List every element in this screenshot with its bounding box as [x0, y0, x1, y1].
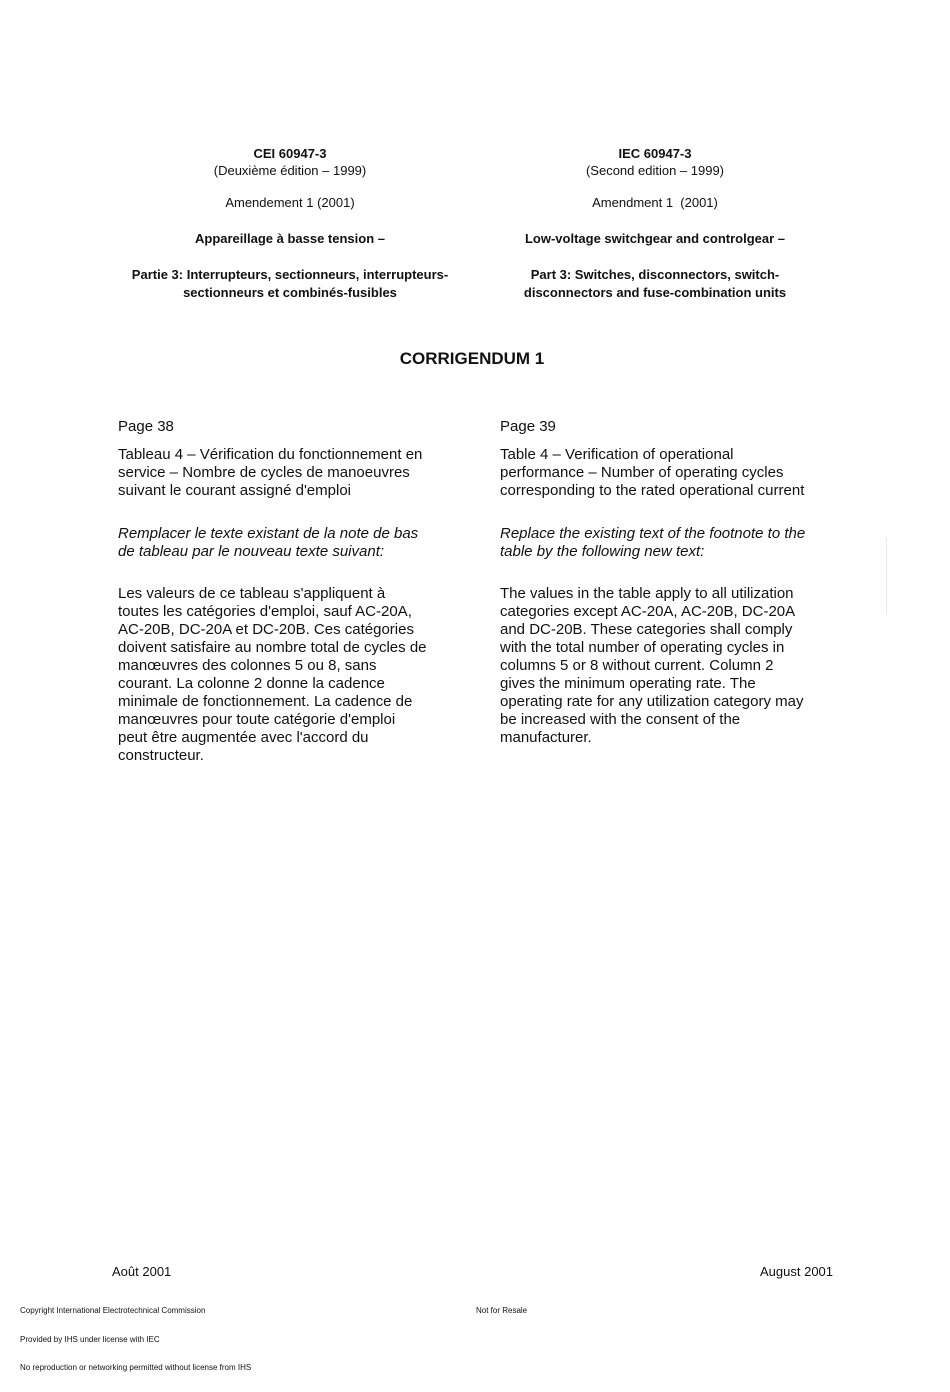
instruction-en: [500, 525, 805, 561]
text-line: be increased with the consent of the: [500, 711, 741, 728]
text-line: The values in the table apply to all utilization: [500, 585, 794, 602]
corrigendum-title: CORRIGENDUM 1: [399, 349, 545, 368]
text-line: columns 5 or 8 without current. Column 2: [500, 657, 774, 674]
header-french: [110, 0, 470, 310]
copyright-line: Copyright International Electrotechnical Commission: [20, 1306, 206, 1315]
text-line: minimale de fonctionnement. La cadence de: [118, 693, 413, 710]
text-line: peut être augmentée avec l'accord du: [118, 729, 369, 746]
instruction-line: Replace the existing text of the footnote to the: [500, 525, 806, 542]
part-title-fr-line: sectionneurs et combinés-fusibles: [183, 285, 397, 300]
table-ref-line: Table 4 – Verification of operational: [500, 446, 734, 463]
instruction-line: de tableau par le nouveau texte suivant:: [118, 543, 385, 560]
table-ref-line: service – Nombre de cycles de manoeuvres: [118, 464, 410, 481]
text-line: Les valeurs de ce tableau s'appliquent à: [118, 585, 386, 602]
text-line: constructeur.: [118, 747, 204, 764]
text-line: categories except AC-20A, AC-20B, DC-20A: [500, 603, 796, 620]
text-line: toutes les catégories d'emploi, sauf AC-20A,: [118, 603, 412, 620]
margin-mark: [886, 538, 887, 613]
page-number-fr: Page 38: [118, 418, 174, 435]
footer-date-fr: Août 2001: [112, 1264, 172, 1279]
text-line: and DC-20B. These categories shall comply: [500, 621, 793, 638]
edition-fr: (Deuxième édition – 1999): [213, 163, 367, 178]
table-ref-en: [500, 446, 804, 500]
instruction-fr: [118, 525, 418, 561]
page-ref-en: [500, 418, 556, 436]
standard-number-en: IEC 60947-3: [618, 146, 692, 161]
copyright-notice: [20, 1287, 251, 1392]
standard-title-fr: Appareillage à basse tension –: [194, 231, 386, 246]
table-ref-line: performance – Number of operating cycles: [500, 464, 784, 481]
standard-title-en: Low-voltage switchgear and controlgear –: [524, 231, 786, 246]
copyright-line: Provided by IHS under license with IEC: [20, 1334, 160, 1344]
amendment-fr: Amendement 1 (2001): [225, 195, 355, 210]
text-line: gives the minimum operating rate. The: [500, 675, 756, 692]
part-title-fr-line: Partie 3: Interrupteurs, sectionneurs, interrupteurs-: [131, 267, 449, 282]
text-line: courant. La colonne 2 donne la cadence: [118, 675, 385, 692]
table-ref-line: corresponding to the rated operational current: [500, 482, 805, 499]
instruction-line: Remplacer le texte existant de la note de bas: [118, 525, 419, 542]
standard-number-fr: CEI 60947-3: [253, 146, 327, 161]
page-ref-fr: [118, 418, 174, 436]
table-ref-line: Tableau 4 – Vérification du fonctionnement en: [118, 446, 423, 463]
not-for-resale: Not for Resale: [476, 1306, 528, 1315]
amendment-en: Amendment 1 (2001): [592, 195, 718, 210]
part-title-en-line: disconnectors and fuse-combination units: [523, 285, 787, 300]
edition-en: (Second edition – 1999): [585, 163, 725, 178]
text-line: manœuvres pour toute catégorie d'emploi: [118, 711, 396, 728]
header-english: [475, 0, 835, 310]
replacement-text-fr: [118, 585, 427, 765]
instruction-line: table by the following new text:: [500, 543, 705, 560]
text-line: AC-20B, DC-20A et DC-20B. Ces catégories: [118, 621, 414, 638]
footer-date-en: August 2001: [760, 1264, 834, 1279]
text-line: doivent satisfaire au nombre total de cycles de: [118, 639, 427, 656]
text-line: with the total number of operating cycles in: [500, 639, 785, 656]
table-ref-fr: [118, 446, 422, 500]
part-title-en-line: Part 3: Switches, disconnectors, switch-: [530, 267, 780, 282]
text-line: operating rate for any utilization category may: [500, 693, 804, 710]
table-ref-line: suivant le courant assigné d'emploi: [118, 482, 351, 499]
copyright-line: No reproduction or networking permitted without license from IHS: [20, 1363, 252, 1372]
text-line: manufacturer.: [500, 729, 592, 746]
replacement-text-en: [500, 585, 804, 747]
text-line: manœuvres des colonnes 5 ou 8, sans: [118, 657, 377, 674]
page-number-en: Page 39: [500, 418, 556, 435]
